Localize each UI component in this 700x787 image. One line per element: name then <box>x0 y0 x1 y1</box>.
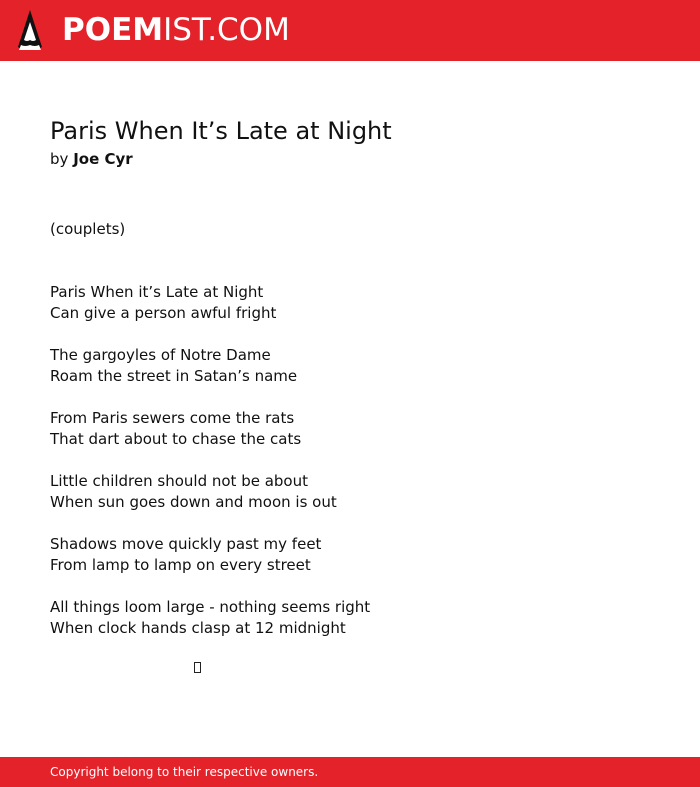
stanza <box>50 597 370 639</box>
stanza <box>50 282 370 324</box>
byline-prefix: by <box>50 150 69 168</box>
brand-bold: POEM <box>62 12 164 48</box>
byline <box>50 148 133 170</box>
stanza <box>50 408 370 450</box>
poem-line: When clock hands clasp at 12 midnight <box>50 619 346 637</box>
poem-line: Paris When it’s Late at Night <box>50 283 264 301</box>
site-header <box>0 0 700 61</box>
poem-line: Little children should not be about <box>50 472 308 490</box>
poem-line: When sun goes down and moon is out <box>50 493 337 511</box>
stanza <box>50 471 370 513</box>
site-logo[interactable] <box>62 12 290 48</box>
site-footer <box>0 757 700 787</box>
copyright-text: Copyright belong to their respective owners. <box>50 765 319 779</box>
poem-line: Roam the street in Satan’s name <box>50 367 298 385</box>
brand-light: IST.COM <box>163 12 290 48</box>
poem-line: From lamp to lamp on every street <box>50 556 311 574</box>
pencil-tip-icon[interactable] <box>17 9 43 51</box>
poem-form-note: (couplets) <box>50 220 126 238</box>
stanza <box>50 534 370 576</box>
poem-line: Can give a person awful fright <box>50 304 277 322</box>
poem-line: That dart about to chase the cats <box>50 430 302 448</box>
poem-line: The gargoyles of Notre Dame <box>50 346 271 364</box>
poem-line: From Paris sewers come the rats <box>50 409 295 427</box>
poem-line: Shadows move quickly past my feet <box>50 535 322 553</box>
author-name: Joe Cyr <box>73 150 133 168</box>
missing-glyph-icon <box>194 662 201 673</box>
poem-title: Paris When It’s Late at Night <box>50 117 392 145</box>
poem-body <box>50 282 370 660</box>
stanza <box>50 345 370 387</box>
poem-line: All things loom large - nothing seems right <box>50 598 371 616</box>
